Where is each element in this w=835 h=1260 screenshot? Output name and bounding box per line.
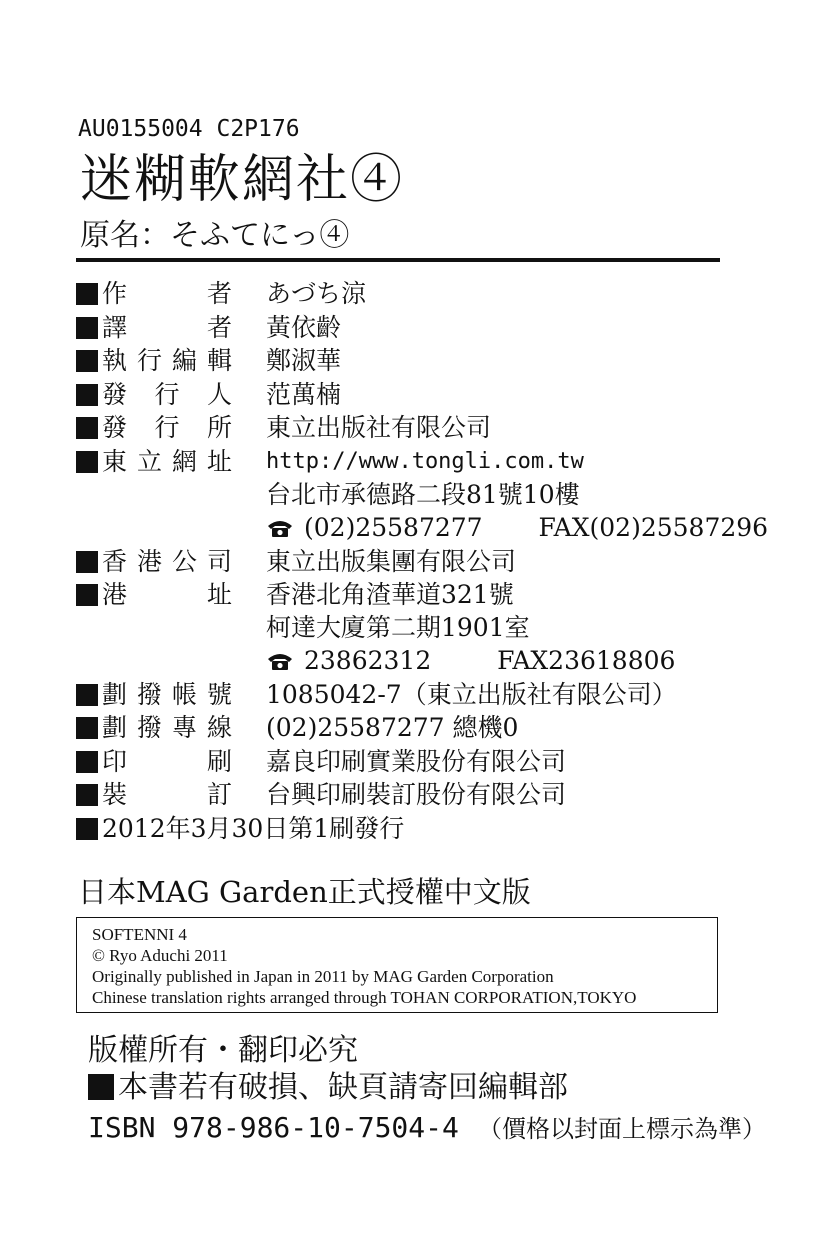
catalog-code: AU0155004 C2P176 — [78, 116, 300, 142]
taipei-contact — [266, 511, 768, 545]
bullet-square-icon — [76, 417, 98, 439]
bullet-square-icon — [76, 350, 98, 372]
row-value: 鄭淑華 — [266, 346, 342, 375]
hk-fax: FAX23618806 — [497, 646, 676, 675]
row-author — [76, 277, 367, 311]
row-label: 劃撥帳號 — [102, 680, 232, 709]
bullet-square-icon — [76, 317, 98, 339]
hk-contact — [266, 644, 675, 678]
copyright-line: SOFTENNI 4 — [92, 925, 187, 944]
taipei-phone: (02)25587277 — [304, 513, 483, 542]
rights-reserved: 版權所有・翻印必究 — [88, 1033, 358, 1068]
row-label: 香港公司 — [102, 547, 232, 576]
row-value: 黃依齡 — [266, 313, 342, 342]
row-value: 台興印刷裝訂股份有限公司 — [266, 780, 567, 809]
bullet-square-icon — [76, 551, 98, 573]
telephone-icon — [266, 651, 294, 671]
authorization-line: 日本MAG Garden正式授權中文版 — [78, 875, 531, 909]
bullet-square-icon — [76, 384, 98, 406]
copyright-line: © Ryo Aduchi 2011 — [92, 946, 228, 965]
bullet-square-icon — [76, 751, 98, 773]
row-translator — [76, 311, 342, 345]
row-label: 譯 者 — [102, 313, 232, 342]
print-date-text: 2012年3月30日第1刷發行 — [102, 814, 405, 843]
bullet-square-icon — [76, 784, 98, 806]
row-label: 發行所 — [102, 413, 232, 442]
row-binder — [76, 778, 567, 812]
row-value: 嘉良印刷實業股份有限公司 — [266, 747, 567, 776]
return-notice-text: 本書若有破損、缺頁請寄回編輯部 — [118, 1070, 568, 1105]
row-postal-line — [76, 711, 519, 745]
print-date — [76, 812, 404, 846]
row-label: 作 者 — [102, 279, 232, 308]
row-publishing-house — [76, 411, 492, 445]
bullet-square-icon — [76, 717, 98, 739]
row-label: 港 址 — [102, 580, 232, 609]
row-value: (02)25587277 總機0 — [266, 713, 519, 742]
copyright-line: Originally published in Japan in 2011 by MAG Garden Corporation — [92, 967, 554, 986]
taipei-fax: FAX(02)25587296 — [538, 513, 769, 542]
row-value: 東立出版社有限公司 — [266, 413, 492, 442]
row-label: 劃撥專線 — [102, 713, 232, 742]
row-printer — [76, 745, 567, 779]
price-note: （價格以封面上標示為準） — [478, 1115, 766, 1143]
row-publisher — [76, 378, 342, 412]
copyright-line: Chinese translation rights arranged through TOHAN CORPORATION,TOKYO — [92, 988, 637, 1007]
row-value: 東立出版集團有限公司 — [266, 547, 517, 576]
row-value: 1085042-7（東立出版社有限公司） — [266, 680, 677, 709]
row-postal-account — [76, 678, 677, 712]
row-label: 執行編輯 — [102, 346, 232, 375]
website-link[interactable]: http://www.tongli.com.tw — [266, 449, 584, 474]
row-label: 東立網址 — [102, 447, 232, 476]
row-hk-address — [76, 578, 514, 612]
hk-address-2: 柯達大廈第二期1901室 — [266, 613, 530, 642]
bullet-square-icon — [76, 818, 98, 840]
bullet-square-icon — [76, 283, 98, 305]
hk-phone: 23862312 — [304, 646, 432, 675]
row-value: あづち涼 — [266, 279, 367, 308]
row-label: 裝 訂 — [102, 780, 232, 809]
row-value: 香港北角渣華道321號 — [266, 580, 514, 609]
return-notice — [88, 1069, 568, 1107]
bullet-square-icon — [76, 584, 98, 606]
taipei-address: 台北市承德路二段81號10樓 — [266, 480, 580, 509]
row-label: 發行人 — [102, 380, 232, 409]
isbn: ISBN 978-986-10-7504-4 — [88, 1111, 459, 1144]
row-editor — [76, 344, 342, 378]
bullet-square-icon — [88, 1074, 114, 1100]
bullet-square-icon — [76, 684, 98, 706]
original-title: 原名：そふてにっ④ — [80, 218, 350, 253]
title-divider — [76, 258, 720, 262]
telephone-icon — [266, 518, 294, 538]
row-label: 印 刷 — [102, 747, 232, 776]
row-hk-company — [76, 545, 517, 579]
row-value: 范萬楠 — [266, 380, 342, 409]
bullet-square-icon — [76, 451, 98, 473]
book-title: 迷糊軟網社④ — [80, 150, 405, 210]
row-website — [76, 445, 584, 479]
